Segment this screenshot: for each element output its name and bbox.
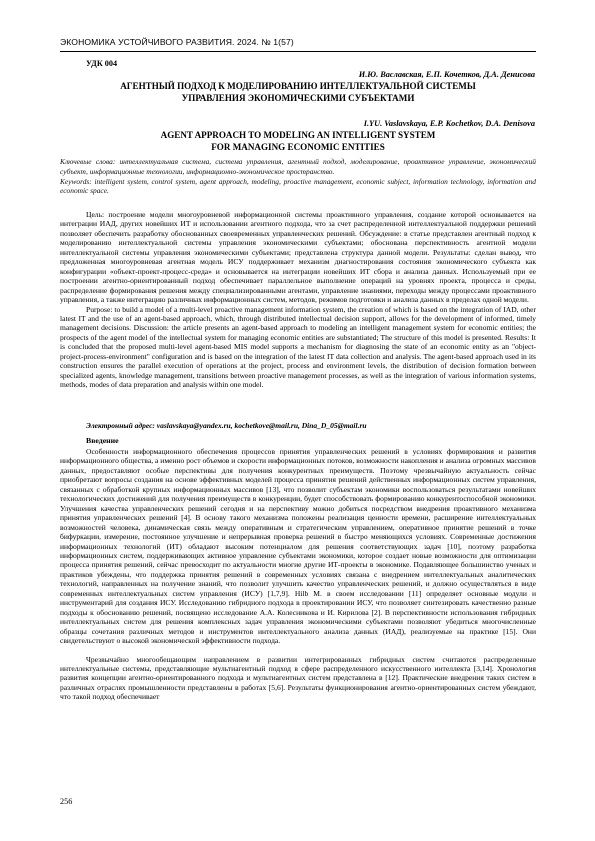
section-heading-introduction: Введение	[86, 436, 119, 445]
udk-code: УДК 004	[86, 59, 118, 68]
title-en	[60, 130, 536, 153]
header-rule	[60, 51, 536, 52]
author-emails: Электронный адрес: vaslavskaya@yandex.ru, kochetkove@mail.ru, Dina_D_05@mail.ru	[86, 421, 367, 430]
keywords-en: Keywords: intelligent system, control system, agent approach, modeling, proactive management, economic subject, information technology, information and economic space.	[60, 176, 536, 196]
journal-header: ЭКОНОМИКА УСТОЙЧИВОГО РАЗВИТИЯ. 2024. № 1(57)	[60, 37, 294, 47]
abstract-block	[60, 210, 536, 390]
intro-paragraph-2: Чрезвычайно многообещающим направлением в развитии интегрированных гибридных систем считаются распределенные интеллектуальные системы, представляющие мультиагентный подход в сфере распределенного искусственного интеллекта [3,14]. Хронология развития концепции агентно-ориентированного подхода и мультиагентных систем представлена в [12]. Практические внедрения таких систем в различных отраслях промышленности представлены в работах [5,6]. Результаты функционирования агентно-ориентированных систем убеждают, что такой подход обеспечивает	[60, 654, 536, 702]
abstract-ru: Цель: построение модели многоуровневой информационной системы проактивного управления, создание которой основывается на интеграции ИАД, других новейших ИТ и использовании агентного подхода, что за счет распределенной интеллектуальной поддержки решений позволяет обеспечить разработку обоснованных своевременных управленческих решений. Обсуждение: в статье представлен агентный подход к моделированию интеллектуальной системы управления экономическими субъектами; обоснована перспективность агентной модели интеллектуальной системы управления экономическими субъектами; представлена структура данной модели. Результаты: сделан вывод, что предложенная многоуровневая агентная модель ИСУ поддерживает механизм диагностирования состояния экономического субъекта как конфигурации «объект-проект-процесс-среда» и основывается на интеграции новейших ИТ сбора и анализа данных. Используемый при ее построении агентно-ориентированный подход обеспечивает параллельное выполнение операций на уровнях проекта, процесса и среды, распределение формирования решения между специализированными агентами, управление знаниями, переходы между процессами проактивного управления, а также интеграцию различных информационных систем, методов, режимов подготовки и анализа данных в пределах одной модели.	[60, 210, 536, 305]
title-ru-line-2: УПРАВЛЕНИЯ ЭКОНОМИЧЕСКИМИ СУБЪЕКТАМИ	[181, 92, 415, 103]
page-number: 256	[60, 797, 73, 806]
introduction-body	[60, 447, 536, 702]
intro-paragraph-1: Особенности информационного обеспечения процессов принятия управленческих решений в условиях формирования и развития информационного общества, а именно рост объемов и скорости информационных потоков, возможности накопления и анализа огромных массивов данных, предоставляют особые перспективы для получения конкурентных преимуществ. Поэтому чрезвычайную актуальность сейчас приобретают вопросы создания на основе эффективных моделей процесса принятия решений действенных информационных систем управления, связанных с обработкой крупных информационных массивов [13], что позволит субъектам экономики воспользоваться результатами новейших технологических достижений для получения преимуществ в конкуренции, будет способствовать формированию конкурентоспособной экономики. Улучшения качества управленческих решений сегодня и на перспективу можно добиться посредством внедрения проактивного механизма принятия управленческих решений [4]. В основу такого механизма положены реализация ценности времени, расширение интеллектуальных возможностей человека, динамическая связь между оперативным и стратегическим управлением, оперативное принятие решений в точке бифуркации, измерение, постоянное улучшение и непрерывная проверка решений в быстро меняющихся условиях. Современные достижения информационных технологий (ИТ) обладают высоким потенциалом для решения соответствующих задач [10], поэтому разработка информационных систем, поддерживающих активное управление субъектами экономики, которое создает новые возможности для оптимизации процесса принятия решений, сейчас превосходит по актуальности многие другие ИТ-проекты в экономике. Подавляющее большинство ученых и практиков убеждены, что поддержка принятия решений в современных условиях связана с внедрением интеллектуальных аналитических технологий, направленных на получение знаний, что позволит улучшить качество управленческих решений, и должно осуществляться в виде современных интеллектуальных систем управления (ИСУ) [1,7,9]. Hilb M. в своем исследовании [11] определяет основные модули и инструментарий для создания ИСУ. Исследованию гибридного подхода в проектировании ИСУ, что позволяет синтезировать качественно разные подходы к обоснованию решений, посвящено исследование А.А. Колесникова и И. Кирилова [2]. В перспективности использования гибридных интеллектуальных систем для решения комплексных задач управления экономическими субъектами позволяют убедиться многочисленные образцы сочетания различных методов и инструментов интеллектуального анализа данных (ИАД), реализуемые на практике [15]. Они свидетельствуют о высокой экономической эффективности подхода.	[60, 447, 536, 646]
title-en-line-2: FOR MANAGING ECONOMIC ENTITIES	[211, 141, 385, 152]
keywords-ru: Ключевые слова: интеллектуальная система, система управления, агентный подход, моделирование, проактивное управление, экономический субъект, информационные технологии, информационно-экономическое пространство.	[60, 157, 536, 176]
keywords-block	[60, 157, 536, 196]
title-en-line-1: AGENT APPROACH TO MODELING AN INTELLIGENT SYSTEM	[160, 130, 436, 140]
title-ru-line-1: АГЕНТНЫЙ ПОДХОД К МОДЕЛИРОВАНИЮ ИНТЕЛЛЕКТУАЛЬНОЙ СИСТЕМЫ	[120, 81, 476, 91]
abstract-en: Purpose: to build a model of a multi-level proactive management information system, the creation of which is based on the integration of IAD, other latest IT and the use of an agent-based approach, which, through distributed intellectual decision support, allows for the development of informed, timely management decisions. Discussion: the article presents an agent-based approach to modeling an intelligent management system for economic entities; the prospects of the agent model of the intellectual system for managing economic entities are substantiated; The structure of this model is presented. Results: It is concluded that the proposed multi-level agent-based MIS model supports a mechanism for diagnosing the state of an economic entity as an "object-project-process-environment" configuration and is based on the integration of the latest IT data collection and analysis. The agent-based approach used in its construction ensures the parallel execution of operations at the project, process and environment levels, the distribution of decision formation between specialized agents, knowledge management, transitions between proactive management processes, as well as the integration of various information systems, methods, modes of data preparation and analysis within one model.	[60, 304, 536, 390]
authors-ru: И.Ю. Ваславская, Е.П. Кочетков, Д.А. Денисова	[358, 70, 535, 79]
authors-en: I.YU. Vaslavskaya, E.P. Kochetkov, D.A. Denisova	[363, 119, 535, 128]
title-ru	[60, 81, 536, 104]
